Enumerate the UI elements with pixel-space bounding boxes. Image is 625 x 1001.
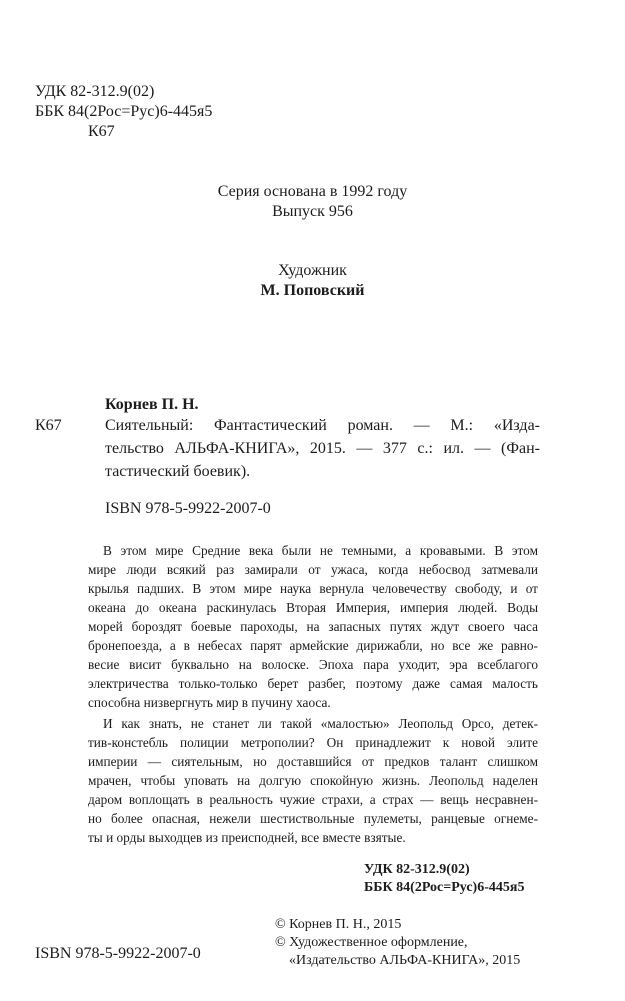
record-isbn: ISBN 978-5-9922-2007-0 [105,500,271,517]
udk-code: УДК 82-312.9(02) [35,83,155,100]
annotation-line: империи — сиятельным, но доставшийся от предков талант слишком [88,754,538,769]
annotation-line: способна низвергнуть мир в пучину хаоса. [88,695,331,710]
bbk-code: ББК 84(2Рос=Рус)6-445я5 [35,103,213,120]
footer-bbk: ББК 84(2Рос=Рус)6-445я5 [364,880,525,895]
author-mark: К67 [88,123,115,140]
series-issue: Выпуск 956 [272,203,353,220]
record-mark: К67 [35,417,62,434]
annotation-line: даром воплощать в реальность чужие страхи, а страх — вещь несравнен- [88,792,538,807]
annotation-line: но более опасная, нежели шестиствольные пулеметы, ранцевые огнеме- [88,811,538,826]
series-founded: Серия основана в 1992 году [217,183,408,200]
annotation-line: бронепоезда, а в небесах парят армейские дирижабли, но все же равно- [88,638,538,653]
annotation-line: морей бороздят боевые пароходы, на запасных путях ждут своего часа [88,619,538,634]
annotation-line: океана до океана раскинулась Вторая Империя, империя людей. Воды [88,600,538,615]
annotation-line: тив-констебль полиции метрополии? Он принадлежит к новой элите [88,735,538,750]
annotation-line: весие висит буквально на волоске. Эпоха пара уходит, эра всеблагого [88,657,538,672]
copyright-publisher: «Издательство АЛЬФА-КНИГА», 2015 [289,953,521,968]
artist-name: М. Поповский [260,282,365,299]
record-line: Сиятельный: Фантастический роман. — М.: «Изда- [105,417,540,434]
annotation-line: крылья падших. В этом мире наука вернула человечеству свободу, и от [88,581,538,596]
copyright-author: © Корнев П. Н., 2015 [275,917,402,932]
record-author: Корнев П. Н. [105,396,199,413]
annotation-line: ты и орды выходцев из преисподней, все вместе взятые. [88,830,406,845]
record-line: тельство АЛЬФА-КНИГА», 2015. — 377 с.: ил. — (Фан- [105,440,540,457]
copyright-design: © Художественное оформление, [275,935,468,950]
annotation-line: В этом мире Средние века были не темными, а кровавыми. В этом [103,543,538,558]
artist-role: Художник [278,262,347,279]
annotation-line: электричества только-только берет разбег, поэтому даже самая малость [88,676,538,691]
record-line: тастический боевик). [105,463,251,480]
annotation-line: И как знать, не станет ли такой «малостью» Леопольд Орсо, детек- [103,716,538,731]
annotation-line: мрачен, чтобы уповать на долгую спокойную жизнь. Леопольд наделен [88,773,538,788]
footer-udk: УДК 82-312.9(02) [364,862,470,877]
footer-isbn: ISBN 978-5-9922-2007-0 [35,945,201,962]
annotation-line: мире люди всякий раз замирали от ужаса, когда небосвод затмевали [88,562,538,577]
